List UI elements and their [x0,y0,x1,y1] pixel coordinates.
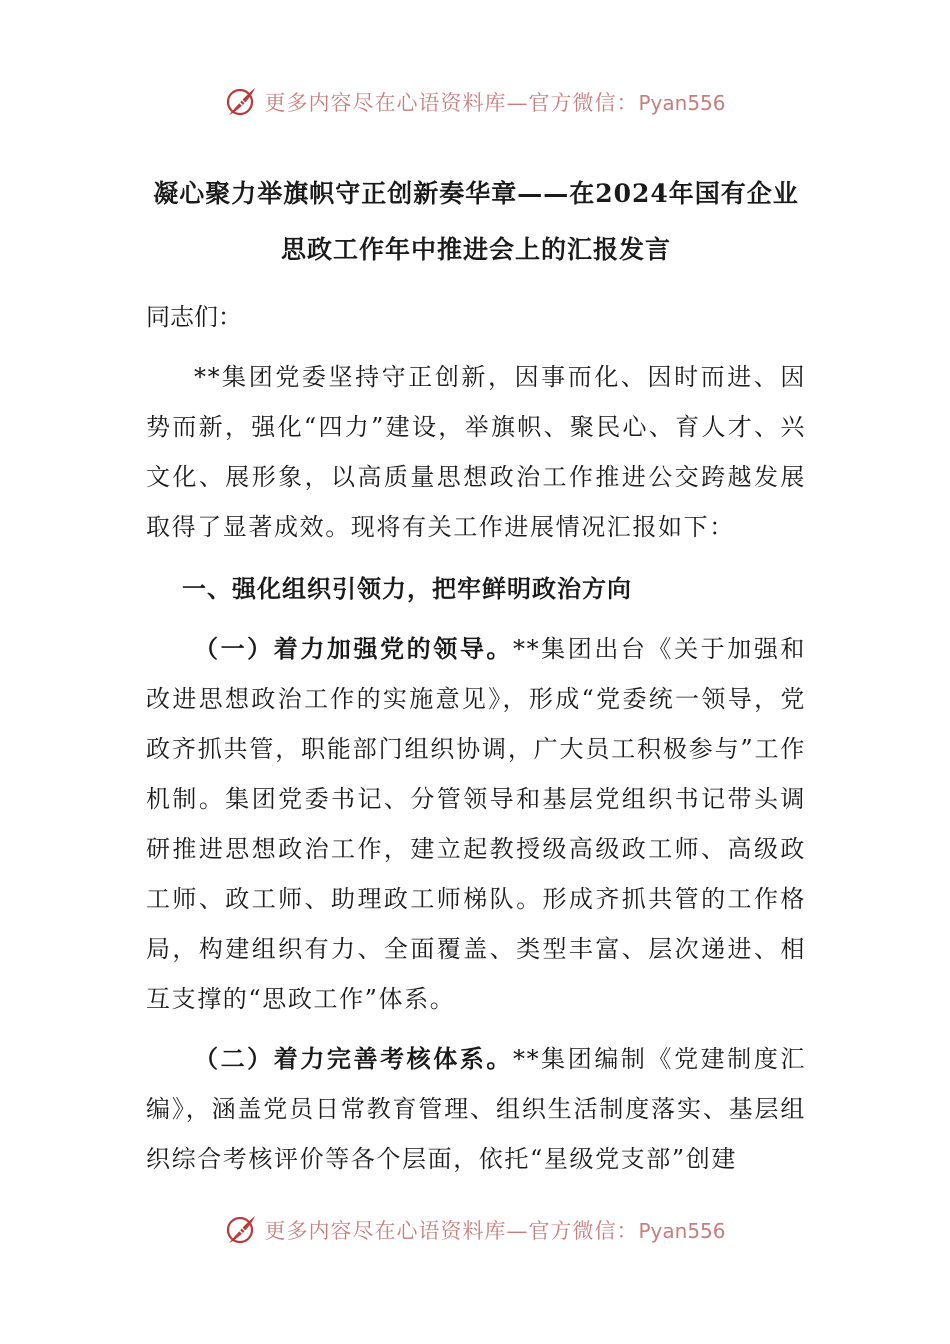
document-body [146,166,806,1184]
item-lead: （一）着力加强党的领导。 [194,634,513,663]
footer-banner [0,1208,950,1252]
intro-paragraph: **集团党委坚持守正创新，因事而化、因时而进、因势而新，强化“四力”建设，举旗帜、聚民心、育人才、兴文化、展形象，以高质量思想政治工作推进公交跨越发展取得了显著成效。现将有关工作进展情况汇报如下： [146,363,806,541]
item-body: **集团出台《关于加强和改进思想政治工作的实施意见》，形成“党委统一领导，党政齐抓共管，职能部门组织协调，广大员工积极参与”工作机制。集团党委书记、分管领导和基层党组织书记带头调研推进思想政治工作，建立起教授级高级政工师、高级政工师、政工师、助理政工师梯队。形成齐抓共管的工作格局，构建组织有力、全面覆盖、类型丰富、层次递进、相互支撑的“思政工作”体系。 [146,635,806,1013]
item-body: **集团编制《党建制度汇编》，涵盖党员日常教育管理、组织生活制度落实、基层组织综合考核评价等各个层面，依托“星级党支部”创建 [146,1045,806,1173]
header-banner [0,80,950,124]
banner-text: 更多内容尽在心语资料库—官方微信：Pyan556 [264,91,726,115]
document-title: 凝心聚力举旗帜守正创新奏华章——在2024年国有企业思政工作年中推进会上的汇报发言 [153,179,799,264]
section-item-2 [146,1034,806,1184]
quill-pen-logo-icon [224,85,258,119]
salutation: 同志们： [146,303,242,331]
item-lead: （二）着力完善考核体系。 [194,1044,513,1073]
section-item-1 [146,624,806,1024]
section-heading: 一、强化组织引领力，把牢鲜明政治方向 [182,574,632,603]
banner-text: 更多内容尽在心语资料库—官方微信：Pyan556 [264,1219,726,1243]
quill-pen-logo-icon [224,1213,258,1247]
